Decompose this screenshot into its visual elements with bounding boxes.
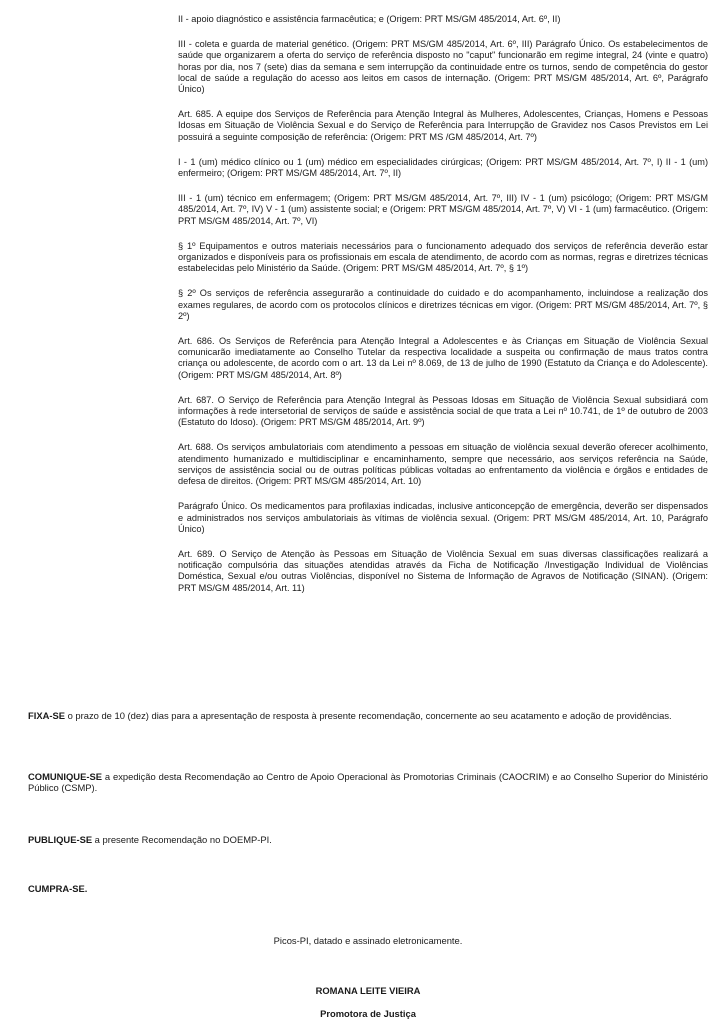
quoted-paragraph-items-iii-vi: III - 1 (um) técnico em enfermagem; (Origem: PRT MS/GM 485/2014, Art. 7º, III) IV - 1 (um) psicólogo; (Origem: PRT MS/GM 485/2014, Art. 7º, IV) V - 1 (um) assistente social; e (Origem: PRT MS/GM 485/2014, Art. 7º, V) VI - 1 (um) farmacêutico. (Origem: PRT MS/GM 485/2014, Art. 7º, VI) [178,193,708,226]
fixa-lead: FIXA-SE [28,710,65,721]
quoted-paragraph-art-687: Art. 687. O Serviço de Referência para Atenção Integral às Pessoas Idosas em Situação de Violência Sexual subsidiará com informações à rede intersetorial de serviços de saúde e assistência social de que trata a Lei nº 10.741, de 1º de outubro de 2003 (Estatuto do Idoso). (Origem: PRT MS/GM 485/2014, Art. 9º) [178,394,708,428]
cumpra-text: CUMPRA-SE. [28,883,88,894]
cumpra-paragraph [28,883,708,894]
signer-title-block [28,1008,708,1019]
quoted-paragraph-art-688: Art. 688. Os serviços ambulatoriais com atendimento a pessoas em situação de violência sexual deverão oferecer acolhimento, atendimento humanizado e multidisciplinar e encaminhamento, sempre que necessário, aos serviços referência na Saúde, serviços de assistência social ou de outras políticas públicas voltadas ao enfrentamento da violência e órgãos e entidades de defesa de direitos. (Origem: PRT MS/GM 485/2014, Art. 10) [178,442,708,487]
publique-paragraph [28,834,708,845]
signer-title: Promotora de Justiça [320,1008,416,1019]
quoted-paragraph-art-685: Art. 685. A equipe dos Serviços de Referência para Atenção Integral às Mulheres, Adolescentes, Crianças, Homens e Pessoas Idosas em Situação de Violência Sexual e do Serviço de Referência para Interrupção de Gravidez nos Casos Previstos em Lei possuirá a seguinte composição de referência: (Origem: PRT MS /GM 485/2014, Art. 7º) [178,109,708,142]
quoted-paragraph-item-iii: III - coleta e guarda de material genético. (Origem: PRT MS/GM 485/2014, Art. 6º, III) Parágrafo Único. Os estabelecimentos de saúde que organizarem a oferta do serviço de referência disposto no "caput" funcionarão em regime integral, 24 (vinte e quatro) horas por dia, nos 7 (sete) dias da semana e sem interrupção da continuidade entre os turnos, sendo de competência do gestor local de saúde a regulação do acesso aos leitos em casos de internação. (Origem: PRT MS/GM 485/2014, Art. 6º, Parágrafo Único) [178,39,708,95]
place-date-text: Picos-PI, datado e assinado eletronicamente. [273,935,463,946]
fixa-text: o prazo de 10 (dez) dias para a apresentação de resposta à presente recomendação, concernente ao seu acatamento e adoção de providências. [64,710,672,721]
quoted-paragraph-paragrafo-unico: Parágrafo Único. Os medicamentos para profilaxias indicadas, inclusive anticoncepção de emergência, deverão ser dispensados e administrados nos serviços ambulatoriais às vítimas de violência sexual. (Origem: PRT MS/GM 485/2014, Art. 10, Parágrafo Único) [178,501,708,534]
publique-lead: PUBLIQUE-SE [28,834,93,845]
comunique-text: a expedição desta Recomendação ao Centro de Apoio Operacional às Promotorias Criminais (CAOCRIM) e ao Conselho Superior do Ministério Público (CSMP). [28,771,708,794]
quoted-paragraph-par-2: § 2º Os serviços de referência assegurarão a continuidade do cuidado e do acompanhamento, incluindose a realização dos exames regulares, de acordo com os protocolos clínicos e diretrizes técnicas em vigor. (Origem: PRT MS/GM 485/2014, Art. 7º, § 2º) [178,288,708,321]
place-date [28,935,708,946]
quoted-paragraph-art-689: Art. 689. O Serviço de Atenção às Pessoas em Situação de Violência Sexual em suas diversas classificações realizará a notificação compulsória das situações atendidas através da Ficha de Notificação /Investigação Individual de Violências Doméstica, Sexual e/ou outras Violências, disponível no Sistema de Informação de Agravos de Notificação (SINAN). (Origem: PRT MS/GM 485/2014, Art. 11) [178,548,708,593]
quoted-paragraph-art-686: Art. 686. Os Serviços de Referência para Atenção Integral a Adolescentes e às Crianças em Situação de Violência Sexual comunicarão imediatamente ao Conselho Tutelar da respectiva localidade a suspeita ou confirmação de maus tratos contra criança ou adolescente, de acordo com o art. 13 da Lei nº 8.069, de 13 de julho de 1990 (Estatuto da Criança e do Adolescente). (Origem: PRT MS/GM 485/2014, Art. 8º) [178,336,708,380]
quoted-legal-text [178,14,708,608]
signer-name: ROMANA LEITE VIEIRA [315,985,421,996]
comunique-paragraph [28,771,708,794]
publique-text: a presente Recomendação no DOEMP-PI. [92,834,272,845]
quoted-paragraph-par-1: § 1º Equipamentos e outros materiais necessários para o funcionamento adequado dos serviços de referência deverão estar organizados e disponíveis para os profissionais em escala de atendimento, de acordo com as normas, regras e diretrizes técnicas estabelecidas pelo Ministério da Saúde. (Origem: PRT MS/GM 485/2014, Art. 7º, § 1º) [178,240,708,274]
signature-block [28,985,708,996]
fixa-paragraph [28,710,708,721]
quoted-paragraph-item-ii: II - apoio diagnóstico e assistência farmacêutica; e (Origem: PRT MS/GM 485/2014, Art. 6º, II) [178,14,561,24]
comunique-lead: COMUNIQUE-SE [28,771,102,782]
quoted-paragraph-items-i-ii: I - 1 (um) médico clínico ou 1 (um) médico em especialidades cirúrgicas; (Origem: PRT MS/GM 485/2014, Art. 7º, I) II - 1 (um) enfermeiro; (Origem: PRT MS/GM 485/2014, Art. 7º, II) [178,156,708,179]
